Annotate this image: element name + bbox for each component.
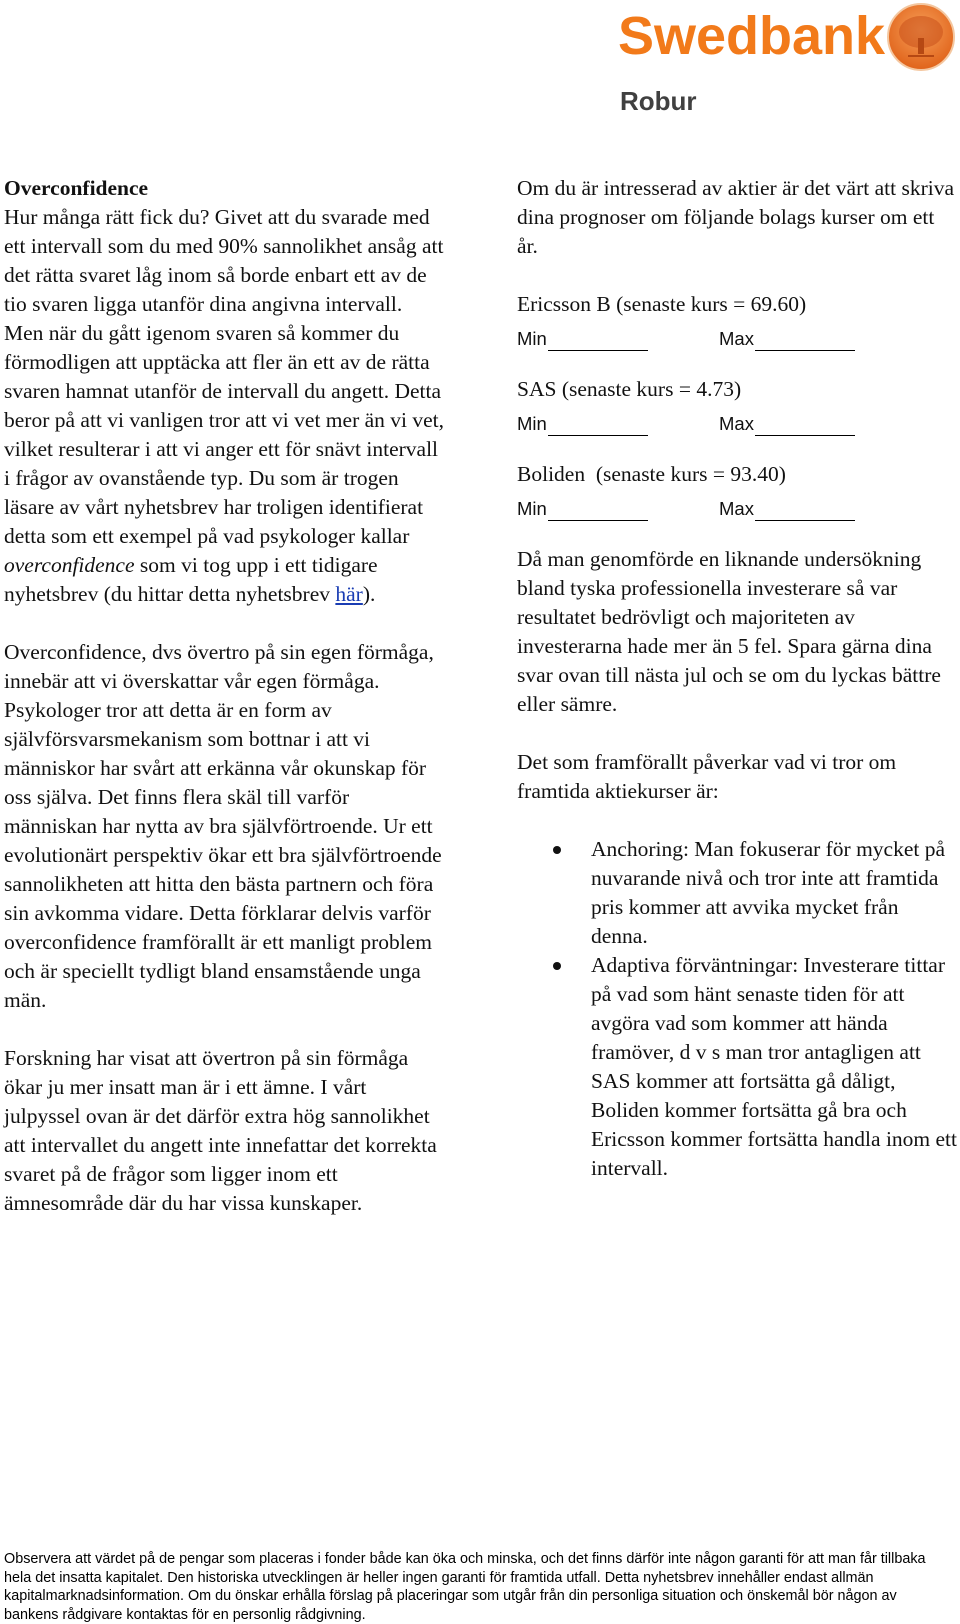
paragraph-text: Hur många rätt fick du? Givet att du svarade med ett intervall som du med 90% sannolikhet ansåg att det rätta svaret låg inom så borde enbart ett av de tio svaren ligga utanför dina angivna intervall. Men när du gått igenom svaren så kommer du förmodligen att upptäcka att fler än ett av de rätta svaren hamnat utanför de intervall du angett. Detta beror på att vi vanligen tror att vi vet mer än vi vet, vilket resulterar i att vi anger ett för snävt intervall i frågor av ovanstående typ. Du som är trogen läsare av vårt nyhetsbrev har troligen identifierat detta som ett exempel på vad psykologer kallar bbox=[4, 205, 445, 548]
oak-tree-icon bbox=[886, 2, 956, 72]
min-label: Min bbox=[517, 413, 547, 434]
forecast-row-boliden bbox=[517, 497, 957, 521]
emphasis-text: overconfidence bbox=[4, 553, 135, 577]
left-column bbox=[4, 174, 444, 1247]
result-paragraph: Då man genomförde en liknande undersökning bland tyska professionella investerare så var resultatet bedrövligt och majoriteten av investerarna hade mer än 5 fel. Spara gärna dina svar ovan till nästa jul och se om du lyckas bättre eller sämre. bbox=[517, 547, 941, 716]
bullet-text: Anchoring: Man fokuserar för mycket på nuvarande nivå och tror inte att framtida pris kommer att avvika mycket från denna. bbox=[591, 837, 946, 948]
newsletter-link[interactable]: här bbox=[335, 582, 363, 606]
footer-disclaimer: Observera att värdet på de pengar som placeras i fonder både kan öka och minska, och det finns därför inte någon garanti för att man får tillbaka hela det insatta kapitalet. Den historiska utvecklingen är heller ingen garanti för framtida utfall. Detta nyhetsbrev innehåller endast allmän kapitalmarknadsinformation. Om du önskar erhålla förslag på placeringar som utgår från din personliga situation och önskemål bör någon av bankens rådgivare kontaktas för en personlig rådgivning. bbox=[4, 1551, 926, 1623]
min-blank-line bbox=[548, 502, 648, 521]
max-label: Max bbox=[719, 328, 754, 349]
max-blank-line bbox=[755, 332, 855, 351]
article-paragraph-3: Forskning har visat att övertron på sin förmåga ökar ju mer insatt man är i ett ämne. I vårt julpyssel ovan är det därför extra hög sannolikhet att intervallet du angett inte innefattar det korrekta svaret på de frågor som ligger inom ett ämnesområde där du har vissa kunskaper. bbox=[4, 1046, 437, 1215]
right-column bbox=[517, 174, 957, 1183]
min-blank-line bbox=[548, 332, 648, 351]
brand-wordmark: Swedbank bbox=[618, 6, 886, 66]
max-label: Max bbox=[719, 498, 754, 519]
max-blank-line bbox=[755, 417, 855, 436]
stock-sas-label: SAS (senaste kurs = 4.73) bbox=[517, 377, 742, 401]
max-field[interactable] bbox=[719, 497, 921, 521]
forecast-row-ericsson bbox=[517, 327, 957, 351]
article-title: Overconfidence bbox=[4, 176, 149, 200]
min-field[interactable] bbox=[517, 497, 719, 521]
min-blank-line bbox=[548, 417, 648, 436]
stock-boliden-label: Boliden (senaste kurs = 93.40) bbox=[517, 462, 786, 486]
paragraph-text: som vi tog upp i ett tidigare nyhetsbrev (du hittar detta nyhetsbrev bbox=[4, 553, 378, 606]
swedbank-robur-logo bbox=[618, 0, 960, 120]
bullet-item-adaptive bbox=[591, 951, 957, 1183]
article-paragraph-1 bbox=[4, 174, 444, 609]
min-label: Min bbox=[517, 498, 547, 519]
paragraph-text: ). bbox=[362, 582, 376, 606]
min-field[interactable] bbox=[517, 412, 719, 436]
max-field[interactable] bbox=[719, 412, 921, 436]
stock-ericsson-label: Ericsson B (senaste kurs = 69.60) bbox=[517, 292, 807, 316]
article-paragraph-2: Overconfidence, dvs övertro på sin egen förmåga, innebär att vi överskattar vår egen förmåga. Psykologer tror att detta är en form av självförsvarsmekanism som bottnar i att vi människor har svårt att erkänna vår okunskap för oss själva. Det finns flera skäl till varför människan har nytta av bra självförtroende. Ur ett evolutionärt perspektiv ökar ett bra självförtroende sannolikheten att hitta den bästa partnern och föra sin avkomma vidare. Detta förklarar delvis varför overconfidence framförallt är ett manligt problem och är speciellt tydligt bland ensamstående unga män. bbox=[4, 640, 442, 1012]
bullet-list bbox=[517, 835, 957, 1183]
max-field[interactable] bbox=[719, 327, 921, 351]
min-field[interactable] bbox=[517, 327, 719, 351]
affects-paragraph: Det som framförallt påverkar vad vi tror om framtida aktiekurser är: bbox=[517, 750, 897, 803]
min-label: Min bbox=[517, 328, 547, 349]
bullet-item-anchoring bbox=[591, 835, 957, 951]
max-label: Max bbox=[719, 413, 754, 434]
bullet-text: Adaptiva förväntningar: Investerare tittar på vad som hänt senaste tiden för att avgöra vad som kommer att hända framöver, d v s man tror antagligen att SAS kommer att fortsätta gå dåligt, Boliden kommer fortsätta gå bra och Ericsson kommer fortsätta handla inom ett intervall. bbox=[591, 953, 958, 1180]
max-blank-line bbox=[755, 502, 855, 521]
bullet-dot bbox=[553, 846, 561, 854]
intro-paragraph: Om du är intresserad av aktier är det värt att skriva dina prognoser om följande bolags kurser om ett år. bbox=[517, 176, 954, 258]
brand-subtitle: Robur bbox=[620, 86, 697, 116]
forecast-row-sas bbox=[517, 412, 957, 436]
bullet-dot bbox=[553, 962, 561, 970]
